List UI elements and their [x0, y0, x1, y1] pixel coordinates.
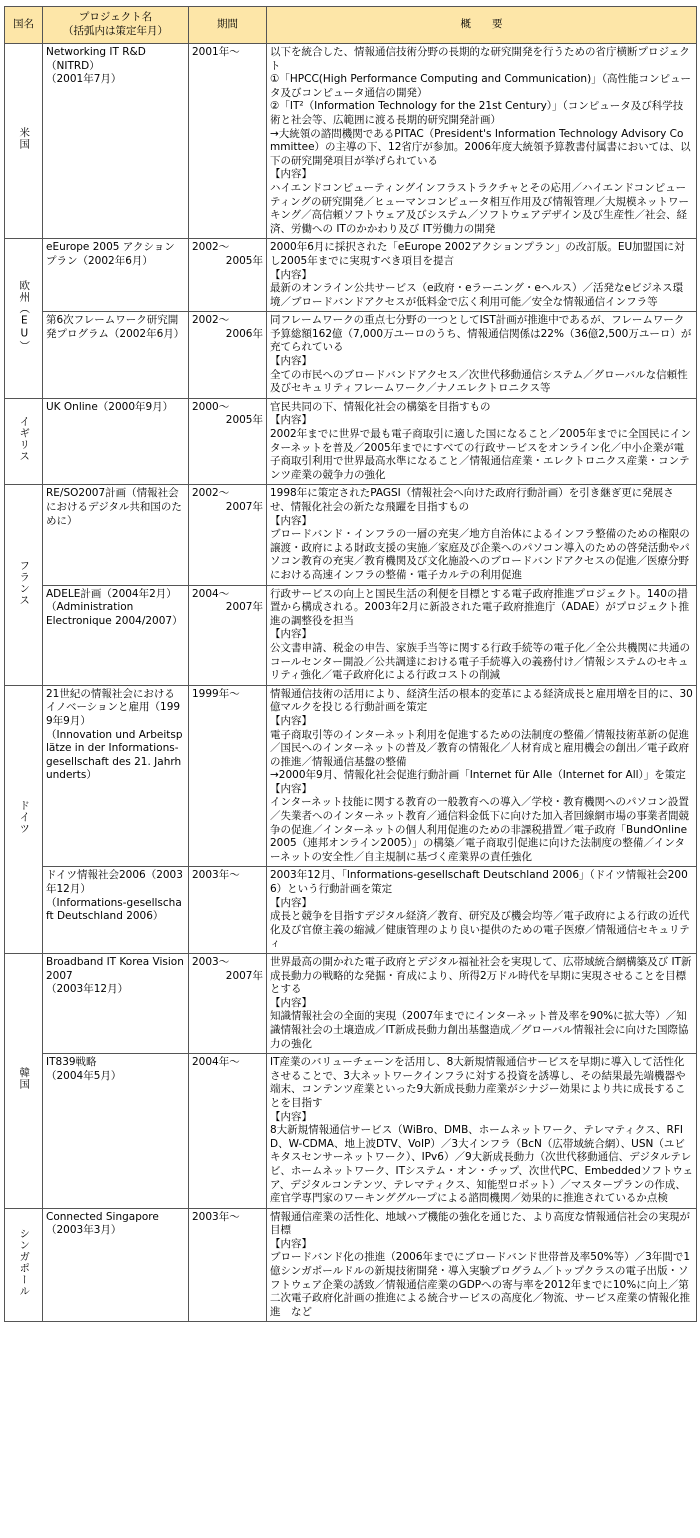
project-cell [43, 485, 189, 585]
overview-cell [267, 867, 697, 954]
project-name-line: ドイツ情報社会2006（2003年12月） [46, 869, 183, 896]
overview-cell [267, 485, 697, 585]
period-start: 2004〜 [192, 587, 230, 600]
period-start: 1999年〜 [192, 687, 240, 700]
country-name: 欧州（EU） [18, 280, 31, 353]
project-name-line: ADELE計画（2004年2月） [46, 587, 177, 600]
overview-paragraph: ハイエンドコンピューティングインフラストラクチャとその応用／ハイエンドコンピューティングの研究開発／ヒューマンコンピュータ相互作用及び情報管理／大規模ネットワーキング／高信頼ソフトウェア及びシステム／ソフトウェアデザイン及び生産性／社会、経済、労働への ITのかかわり及び IT労働力の開発 [270, 181, 689, 235]
project-cell [43, 312, 189, 399]
overview-paragraph: 同フレームワークの重点七分野の一つとしてIST計画が推進中であるが、フレームワーク予算総額162億（7,000万ユーロのうち、情報通信関係は22%（36億2,500万ユーロ）が充てられている [270, 314, 692, 354]
period-cell [189, 867, 267, 954]
overview-paragraph: 世界最高の開かれた電子政府とデジタル福祉社会を実現して、広帯域統合網構築及び IT新成長動力の戦略的な発掘・育成により、所得2万ドル時代を早期に実現させることを目標とする [270, 956, 692, 996]
overview-paragraph: 2002年までに世界で最も電子商取引に適した国になること／2005年までに全国民にインターネットを普及／2005年までにすべての行政サービスをオンライン化／中小企業が電子商取引利用で世界最高水準になること／情報通信産業・エレクトロニクス産業・コンテンツ産業の競争力の強化 [270, 428, 691, 481]
overview-cell [267, 44, 697, 239]
country-cell [5, 239, 43, 399]
project-name-line: （Informations-gesellschaft Deutschland 2006） [46, 896, 182, 923]
overview-cell [267, 239, 697, 312]
overview-paragraph: 8大新規情報通信サービス（WiBro、DMB、ホームネットワーク、テレマティクス、RFID、W-CDMA、地上波DTV、VoIP）／3大インフラ（BcN（広帯域統合網）、USN（ユビキタスセンサーネットワーク）、IPv6）／9大新成長動力（次世代移動通信、デジタルテレビ、ホームネットワーク、ITシステム・オン・チップ、次世代PC、Embeddedソフトウェア、デジタルコンテンツ、テレマティクス、知能型ロボット）／マスタープランの作成、産官学専門家のワーキンググループによる諮問機関／効果的に推進されているか点検 [270, 1124, 693, 1205]
overview-paragraph: 【内容】 [270, 355, 312, 368]
project-name-line: Networking IT R&D [46, 46, 146, 58]
project-name-line: Broadband IT Korea Vision 2007 [46, 956, 184, 982]
country-cell [5, 685, 43, 953]
period-cell [189, 239, 267, 312]
overview-paragraph: IT産業のバリューチェーンを活用し、8大新規情報通信サービスを早期に導入して活性化させることで、3大ネットワークインフラに対する投資を誘導し、その結果最先端機器や端末、コンテンツ産業といった9大新成長動力産業がシナジー効果により共に成長することを目指す [270, 1056, 686, 1109]
table-row [5, 44, 697, 239]
project-name-line: Connected Singapore [46, 1210, 159, 1223]
overview-cell [267, 1208, 697, 1322]
period-end: 2005年 [225, 254, 263, 267]
project-name-line: eEurope 2005 アクションプラン（2002年6月） [46, 241, 175, 267]
country-cell [5, 485, 43, 685]
overview-paragraph: 【内容】 [270, 782, 312, 795]
overview-paragraph: 2000年6月に採択された「eEurope 2002アクションプラン」の改訂版。EU加盟国に対し2005年までに実現すべき項目を提言 [270, 241, 685, 267]
period-end: 2007年 [225, 601, 263, 614]
project-cell [43, 239, 189, 312]
table-row [5, 398, 697, 485]
overview-paragraph: 【内容】 [270, 268, 312, 281]
overview-paragraph: 【内容】 [270, 628, 312, 641]
overview-paragraph: 全ての市民へのブロードバンドアクセス／次世代移動通信システム／グローバルな信頼性及びセキュリティフレームワーク／ナノエレクトロニクス等 [270, 368, 688, 395]
project-name-line: （2003年3月） [46, 1224, 122, 1237]
project-name-line: UK Online（2000年9月） [46, 400, 174, 413]
project-cell [43, 398, 189, 485]
project-cell [43, 1054, 189, 1209]
overview-paragraph: ブロードバンド・インフラの一層の充実／地方自治体によるインフラ整備のための権限の譲渡・政府による財政支援の実施／家庭及び企業へのパソコン導入のための啓発活動やパソコン教育の充実／教育機関及び文化施設へのブロードバンドアクセスの促進／医療分野における高速インフラの整備・電子カルテの利用促進 [270, 528, 690, 581]
overview-paragraph: ブロードバンド化の推進（2006年までにブロードバンド世帯普及率50%等）／3年間で1億シンガポールドルの新規技術開発・導入実験プログラム／トップクラスの電子出版・ソフトウェア企業の誘致／情報通信産業のGDPへの寄与率を2012年までに10%に向上／第二次電子政府化計画の推進による統合サービスの高度化／物流、サービス産業の情報化推進 など [270, 1251, 690, 1318]
period-cell [189, 44, 267, 239]
country-name: ドイツ [18, 799, 31, 835]
header-overview: 概 要 [267, 7, 697, 44]
overview-paragraph: インターネット技能に関する教育の一般教育への導入／学校・教育機関へのパソコン設置／失業者へのインターネット教育／通信料金低下に向けた加入者回線網市場の事業者間競争の促進／インターネットの個人利用促進のための非課税措置／電子政府「BundOnline 2005（連邦オンライン2005）」の構築／電子商取引促進に向けた法制度の整備／インターネットの安全性／自主規制に基づく産業界の責任強化 [270, 796, 690, 863]
header-project [43, 7, 189, 44]
overview-paragraph: 【内容】 [270, 1237, 312, 1250]
overview-cell [267, 585, 697, 685]
project-name-line: （2003年12月） [46, 983, 129, 996]
period-start: 2002〜 [192, 487, 230, 500]
overview-cell [267, 954, 697, 1054]
table-row [5, 239, 697, 312]
table-row [5, 312, 697, 399]
overview-cell [267, 312, 697, 399]
overview-paragraph: ①「HPCC(High Performance Computing and Communication)」（高性能コンピュータ及びコンピュータ通信の開発） [270, 73, 691, 99]
overview-paragraph: 知識情報社会の全面的実現（2007年までにインターネット普及率を90%に拡大等）／知識情報社会の土壌造成／IT新成長動力創出基盤造成／グローバル情報社会に向けた国際協力の強化 [270, 1010, 689, 1050]
period-start: 2004年〜 [192, 1056, 240, 1069]
period-cell [189, 685, 267, 867]
period-start: 2002〜 [192, 241, 230, 254]
header-period: 期間 [189, 7, 267, 44]
period-start: 2003年〜 [192, 1210, 240, 1223]
overview-paragraph: 成長と競争を目指すデジタル経済／教育、研究及び機会均等／電子政府による行政の近代化及び官僚主義の縮減／健康管理のより良い提供のための電子医療／情報通信セキュリティ [270, 910, 690, 950]
overview-paragraph: 【内容】 [270, 514, 312, 527]
project-name-line: （2001年7月） [46, 73, 122, 86]
header-project-note: （括弧内は策定年月） [63, 25, 168, 37]
overview-cell [267, 685, 697, 867]
overview-paragraph: 情報通信技術の活用により、経済生活の根本的変革による経済成長と雇用増を目的に、30億マルクを投じる行動計画を策定 [270, 687, 693, 714]
country-cell [5, 44, 43, 239]
project-name-line: 21世紀の情報社会におけるイノベーションと雇用（1999年9月） [46, 687, 181, 727]
project-name-line: （Administration [46, 601, 134, 614]
project-cell [43, 954, 189, 1054]
period-end: 2007年 [225, 969, 263, 982]
project-cell [43, 867, 189, 954]
project-name-line: （2004年5月） [46, 1069, 122, 1082]
period-cell [189, 585, 267, 685]
period-end: 2005年 [225, 414, 263, 427]
header-row [5, 7, 697, 44]
country-name: 韓国 [18, 1067, 31, 1091]
country-name: 米国 [18, 127, 31, 151]
overview-paragraph: 【内容】 [270, 1110, 312, 1123]
period-end: 2006年 [225, 327, 263, 340]
project-name-line: Electronique 2004/2007） [46, 614, 183, 627]
overview-paragraph: 【内容】 [270, 896, 312, 909]
period-start: 2003年〜 [192, 869, 240, 882]
table-body [5, 44, 697, 1322]
project-name-line: （NITRD） [46, 59, 100, 72]
period-end: 2007年 [225, 501, 263, 513]
table-row [5, 954, 697, 1054]
table-row [5, 585, 697, 685]
overview-paragraph: 【内容】 [270, 996, 312, 1009]
overview-paragraph: →2000年9月、情報化社会促進行動計画「Internet für Alle（Internet for All）」を策定 [270, 769, 686, 782]
project-name-line: （Innovation und Arbeitsplätze in der Informations-gesellschaft des 21. Jahrhunderts） [46, 728, 183, 782]
overview-paragraph: 最新のオンライン公共サービス（e政府・eラーニング・eヘルス）／活発なeビジネス環境／ブロードバンドアクセスが低料金で広く利用可能／安全な情報通信インフラ等 [270, 282, 684, 308]
period-start: 2000〜 [192, 400, 230, 413]
project-cell [43, 1208, 189, 1322]
project-name-line: RE/SO2007計画（情報社会におけるデジタル共和国のために） [46, 487, 182, 527]
it-policy-table [4, 6, 697, 1322]
overview-paragraph: 【内容】 [270, 714, 312, 727]
period-start: 2002〜 [192, 314, 230, 327]
overview-paragraph: 行政サービスの向上と国民生活の利便を目標とする電子政府推進プロジェクト。140の措置から構成される。2003年2月に新設された電子政府推進庁（ADAE）がプロジェクト推進の調整役を担当 [270, 587, 690, 627]
country-cell [5, 954, 43, 1209]
period-start: 2003〜 [192, 956, 230, 968]
project-cell [43, 44, 189, 239]
table-row [5, 485, 697, 585]
table-row [5, 867, 697, 954]
period-start: 2001年〜 [192, 46, 240, 58]
period-cell [189, 1054, 267, 1209]
period-cell [189, 1208, 267, 1322]
project-cell [43, 585, 189, 685]
country-cell [5, 398, 43, 485]
project-cell [43, 685, 189, 867]
table-row [5, 685, 697, 867]
overview-paragraph: 公文書申請、税金の申告、家族手当等に関する行政手続等の電子化／全公共機関に共通のコールセンター開設／公共調達における電子手続導入の義務付け／情報システムのセキュリティ強化／電子政府化による行政コストの削減 [270, 641, 690, 682]
period-cell [189, 485, 267, 585]
overview-paragraph: 【内容】 [270, 414, 312, 427]
header-country: 国名 [5, 7, 43, 44]
country-cell [5, 1208, 43, 1322]
header-project-title: プロジェクト名 [78, 11, 153, 24]
project-name-line: IT839戦略 [46, 1056, 97, 1069]
project-name-line: 第6次フレームワーク研究開発プログラム（2002年6月） [46, 314, 185, 340]
table-row [5, 1054, 697, 1209]
country-name: イギリス [18, 416, 31, 463]
overview-paragraph: 官民共同の下、情報化社会の構築を目指すもの [270, 400, 491, 413]
overview-paragraph: →大統領の諮問機関であるPITAC（President's Information Technology Advisory Committee）の主導の下、12省庁が参加。2006年度大統領予算教書付属書においては、以下の研究開発項目が挙げられている [270, 127, 691, 167]
period-cell [189, 398, 267, 485]
country-name: フランス [18, 559, 31, 606]
period-cell [189, 954, 267, 1054]
overview-paragraph: 情報通信産業の活性化、地域ハブ機能の強化を通じた、より高度な情報通信社会の実現が目標 [270, 1210, 690, 1237]
overview-paragraph: 【内容】 [270, 168, 312, 181]
overview-cell [267, 398, 697, 485]
overview-paragraph: 1998年に策定されたPAGSI（情報社会へ向けた政府行動計画）を引き継ぎ更に発展させ、情報化社会の新たな飛躍を目指すもの [270, 487, 674, 513]
table-row [5, 1208, 697, 1322]
overview-paragraph: ②「IT²（Information Technology for the 21st Century）」（コンピュータ及び科学技術と社会等、広範囲に渡る長期的研究開発計画） [270, 100, 684, 126]
overview-paragraph: 2003年12月、「Informations-gesellschaft Deutschland 2006」（ドイツ情報社会2006）という行動計画を策定 [270, 869, 688, 896]
country-name: シンガポール [18, 1228, 31, 1298]
overview-paragraph: 電子商取引等のインターネット利用を促進するための法制度の整備／情報技術革新の促進／国民へのインターネットの普及／教育の情報化／人材育成と雇用機会の創出／電子政府の推進／情報通信基盤の整備 [270, 728, 690, 768]
period-cell [189, 312, 267, 399]
overview-cell [267, 1054, 697, 1209]
overview-paragraph: 以下を統合した、情報通信技術分野の長期的な研究開発を行うための省庁横断プロジェクト [270, 46, 690, 72]
